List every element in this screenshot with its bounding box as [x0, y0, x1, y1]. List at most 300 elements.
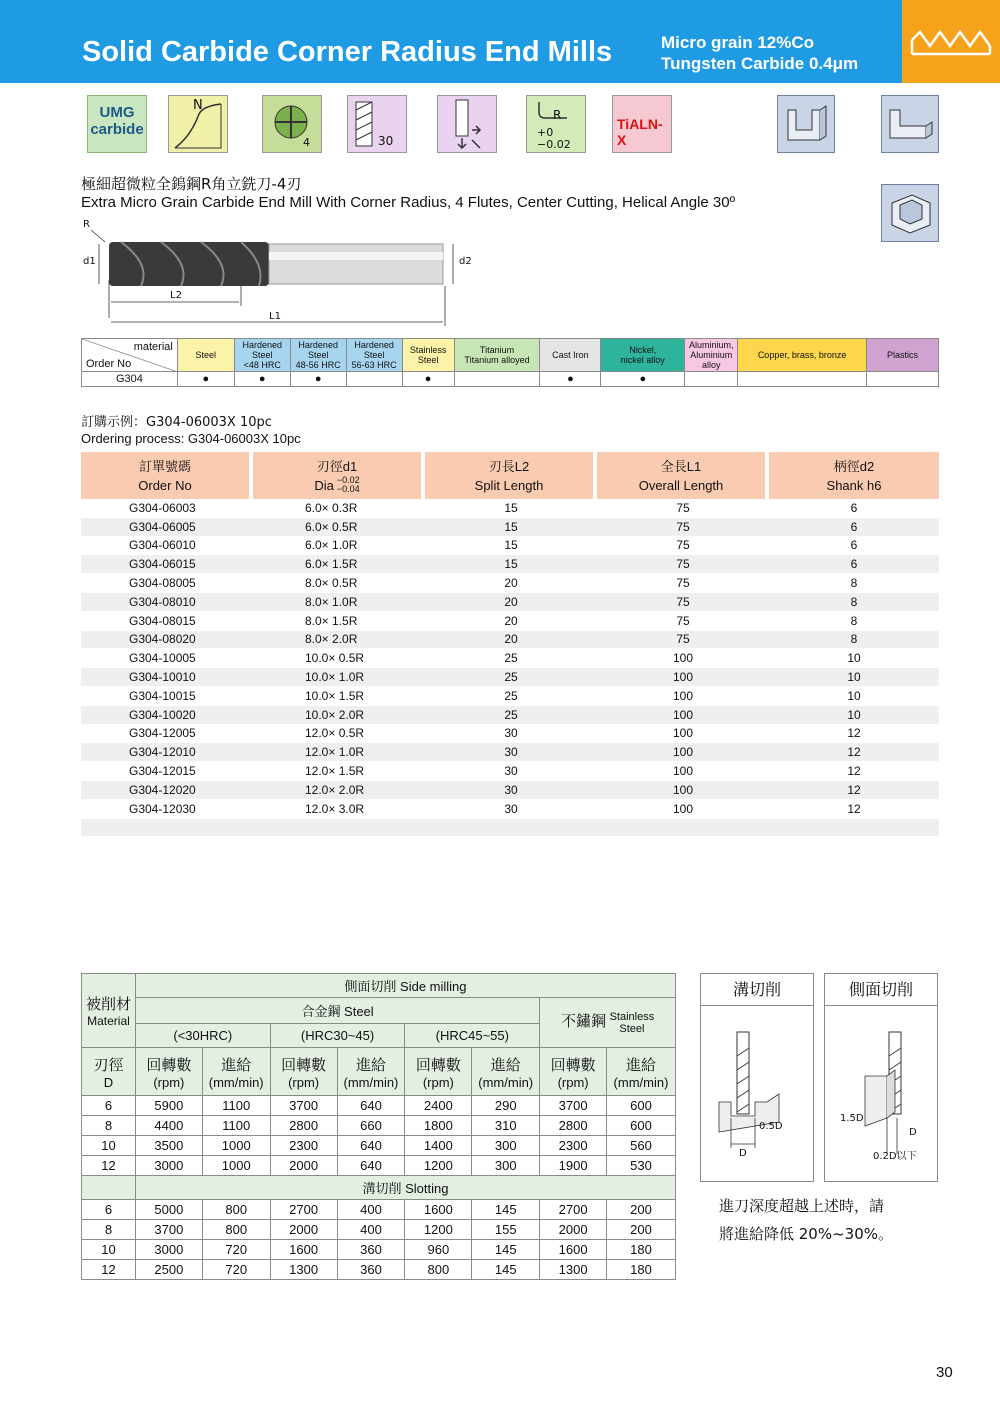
material-mark-cell	[346, 372, 402, 387]
drawing-label-d2: d2	[459, 256, 472, 267]
table-cell: 8.0× 0.5R	[253, 574, 425, 593]
table-cell: 25	[425, 706, 597, 725]
table-row	[81, 555, 939, 574]
table-cell: 100	[597, 668, 769, 687]
table-cell: G304-10015	[81, 687, 253, 706]
material-col-label: Cast Iron	[552, 350, 589, 360]
table-cell: G304-12030	[81, 800, 253, 819]
table-cell: G304-10005	[81, 649, 253, 668]
table-cell: 5900	[135, 1096, 202, 1116]
material-suitability-table	[81, 338, 939, 387]
table-cell: 530	[607, 1156, 676, 1176]
step-application-icon	[881, 95, 939, 153]
table-cell: 15	[425, 518, 597, 537]
table-cell: 12.0× 2.0R	[253, 781, 425, 800]
table-cell: 8.0× 1.0R	[253, 593, 425, 612]
table-cell: 15	[425, 555, 597, 574]
product-title-zh: 極細超微粒全鎢鋼R角立銑刀-4刃	[81, 175, 302, 193]
table-cell: 20	[425, 612, 597, 631]
table-cell: 1000	[202, 1136, 270, 1156]
rpm-header: 回轉數 (rpm)	[405, 1048, 472, 1096]
table-cell: 12	[769, 781, 939, 800]
table-cell: 6.0× 0.5R	[253, 518, 425, 537]
table-cell: 1200	[405, 1220, 472, 1240]
four-flute-icon	[262, 95, 322, 153]
table-cell: 20	[425, 593, 597, 612]
table-cell: 1600	[540, 1240, 607, 1260]
table-cell: 640	[337, 1156, 405, 1176]
rpm-header: 回轉數 (rpm)	[270, 1048, 337, 1096]
slot-d-label: D	[739, 1148, 747, 1159]
table-cell: 600	[607, 1096, 676, 1116]
table-cell: 1000	[202, 1156, 270, 1176]
table-cell: 8.0× 1.5R	[253, 612, 425, 631]
table-cell: 2700	[270, 1200, 337, 1220]
table-cell: G304-08015	[81, 612, 253, 631]
material-col-label: Steel	[363, 350, 385, 360]
table-cell: 100	[597, 687, 769, 706]
material-col-header	[685, 339, 738, 372]
table-cell: 640	[337, 1136, 405, 1156]
material-col-label: Aluminium	[690, 350, 733, 360]
table-cell: 6	[769, 537, 939, 556]
header-split-length: 刃長L2 Split Length	[425, 452, 597, 499]
table-row	[81, 518, 939, 537]
table-cell: 300	[472, 1136, 540, 1156]
material-col-header	[290, 339, 346, 372]
center-cutting-icon	[437, 95, 497, 153]
material-col-header	[346, 339, 402, 372]
table-cell: 800	[405, 1260, 472, 1280]
material-col-label: Steel	[307, 350, 329, 360]
table-cell: 12	[82, 1260, 136, 1280]
table-cell: 6	[769, 518, 939, 537]
table-cell: 1200	[405, 1156, 472, 1176]
table-cell: 100	[597, 800, 769, 819]
table-cell: 3700	[270, 1096, 337, 1116]
header-overall-length: 全長L1 Overall Length	[597, 452, 769, 499]
table-cell: 1300	[270, 1260, 337, 1280]
material-header-label: material	[133, 341, 173, 353]
table-cell: 2300	[540, 1136, 607, 1156]
table-cell: 10	[769, 687, 939, 706]
product-table	[81, 452, 939, 837]
diameter-header: 刃徑 D	[82, 1048, 136, 1096]
table-cell: 12	[769, 743, 939, 762]
table-row	[82, 1096, 676, 1116]
end-mill-logo-icon	[902, 0, 1000, 83]
table-cell: G304-10020	[81, 706, 253, 725]
material-col-label: Plastics	[886, 350, 918, 360]
table-cell: 75	[597, 574, 769, 593]
order-no-header-label: Order No	[86, 358, 132, 370]
table-row	[81, 593, 939, 612]
material-col-label: Titanium alloyed	[464, 355, 530, 365]
table-cell: 360	[337, 1260, 405, 1280]
material-col-label: 48-56 HRC	[295, 360, 341, 370]
table-cell: 720	[202, 1260, 270, 1280]
table-cell: 30	[425, 781, 597, 800]
page-title: Solid Carbide Corner Radius End Mills	[82, 36, 613, 68]
table-row	[82, 1116, 676, 1136]
radius-label: R	[553, 108, 562, 122]
side-depth-label: 0.2D以下	[873, 1151, 917, 1162]
material-col-header	[738, 339, 867, 372]
material-col-label: <48 HRC	[243, 360, 281, 370]
table-cell: 8	[769, 593, 939, 612]
slotting-illustration	[701, 1006, 813, 1176]
rpm-header: 回轉數 (rpm)	[135, 1048, 202, 1096]
table-cell: 6	[769, 499, 939, 518]
table-cell: 20	[425, 631, 597, 650]
drawing-label-l2: L2	[170, 290, 182, 301]
table-cell: 100	[597, 762, 769, 781]
brand-logo	[902, 0, 1000, 83]
product-title-en: Extra Micro Grain Carbide End Mill With Corner Radius, 4 Flutes, Center Cutting, Helical Angle 30º	[81, 194, 736, 211]
umg-label: UMG	[99, 104, 135, 121]
table-cell: 25	[425, 668, 597, 687]
material-col-label: Nickel,	[629, 345, 657, 355]
material-mark-cell: ●	[234, 372, 290, 387]
feed-header: 進給 (mm/min)	[607, 1048, 676, 1096]
table-cell: 75	[597, 631, 769, 650]
table-cell: 600	[607, 1116, 676, 1136]
table-row	[81, 574, 939, 593]
table-cell: 290	[472, 1096, 540, 1116]
table-row	[81, 743, 939, 762]
table-cell: 200	[607, 1200, 676, 1220]
table-cell: 75	[597, 518, 769, 537]
table-row	[82, 1260, 676, 1280]
header-subtitle-line1: Micro grain 12%Co	[661, 33, 815, 52]
table-cell: 10	[82, 1136, 136, 1156]
material-header: 被削材 Material	[82, 974, 136, 1048]
table-cell: 12.0× 1.0R	[253, 743, 425, 762]
header-subtitle-line2: Tungsten Carbide 0.4μm	[661, 54, 859, 73]
drawing-label-l1: L1	[269, 311, 281, 322]
slotting-header: 溝切削 Slotting	[135, 1176, 675, 1200]
table-row	[81, 762, 939, 781]
table-cell: 8	[769, 631, 939, 650]
table-cell: 145	[472, 1200, 540, 1220]
table-cell: 10.0× 1.5R	[253, 687, 425, 706]
table-cell: 100	[597, 725, 769, 744]
tool-drawing	[81, 218, 481, 330]
material-mark-cell	[738, 372, 867, 387]
side-milling-header: 側面切削 Side milling	[135, 974, 675, 998]
ordering-example-zh: 訂購示例：G304-06003X 10pc	[81, 415, 272, 430]
table-cell: 3700	[135, 1220, 202, 1240]
material-col-label: Steel	[195, 350, 217, 360]
table-cell: 10	[82, 1240, 136, 1260]
table-cell: 12	[769, 800, 939, 819]
helix-angle-value: 30	[378, 134, 394, 148]
page-header	[0, 0, 1000, 83]
table-cell: 20	[425, 574, 597, 593]
table-cell: 3700	[540, 1096, 607, 1116]
feed-header: 進給 (mm/min)	[202, 1048, 270, 1096]
table-cell: 660	[337, 1116, 405, 1136]
table-cell: 2800	[270, 1116, 337, 1136]
feed-header: 進給 (mm/min)	[337, 1048, 405, 1096]
table-cell: 10.0× 1.0R	[253, 668, 425, 687]
material-col-label: Stainless	[409, 345, 447, 355]
coating-label: TiALN-X	[617, 116, 663, 148]
table-row	[81, 725, 939, 744]
table-cell: 400	[337, 1220, 405, 1240]
header-shank: 柄徑d2 Shank h6	[769, 452, 939, 499]
material-col-header	[454, 339, 540, 372]
table-cell: 2000	[540, 1220, 607, 1240]
side-milling-diagram	[824, 973, 938, 1182]
table-cell: 1900	[540, 1156, 607, 1176]
table-cell: 560	[607, 1136, 676, 1156]
table-cell: G304-06003	[81, 499, 253, 518]
material-col-label: Copper, brass, bronze	[757, 350, 847, 360]
table-cell: 8.0× 2.0R	[253, 631, 425, 650]
table-cell: 100	[597, 649, 769, 668]
table-cell: 12	[769, 725, 939, 744]
table-cell: 2400	[405, 1096, 472, 1116]
material-col-label: alloy	[701, 360, 721, 370]
table-cell: 100	[597, 743, 769, 762]
material-col-header	[234, 339, 290, 372]
header-order-no: 訂單號碼 Order No	[81, 452, 253, 499]
table-cell: 1600	[405, 1200, 472, 1220]
material-col-label: Hardened	[298, 340, 338, 350]
table-cell: 145	[472, 1260, 540, 1280]
table-cell: 30	[425, 743, 597, 762]
table-filler-row	[81, 819, 939, 837]
page-number: 30	[936, 1364, 953, 1381]
material-n-icon	[168, 95, 228, 153]
hrc-range-2: (HRC30~45)	[270, 1024, 405, 1048]
table-row	[81, 649, 939, 668]
slotting-diagram-title: 溝切削	[701, 974, 813, 1006]
table-cell: 720	[202, 1240, 270, 1260]
table-row	[82, 1220, 676, 1240]
table-row	[81, 631, 939, 650]
material-mark-cell: ●	[290, 372, 346, 387]
table-cell: 310	[472, 1116, 540, 1136]
table-cell: 1800	[405, 1116, 472, 1136]
flute-count: 4	[303, 136, 310, 149]
table-cell: 1100	[202, 1096, 270, 1116]
table-cell: 5000	[135, 1200, 202, 1220]
table-cell: G304-08020	[81, 631, 253, 650]
table-cell: 12	[769, 762, 939, 781]
material-mark-cell: ●	[177, 372, 234, 387]
table-cell: 8	[769, 574, 939, 593]
material-col-label: Steel	[417, 355, 439, 365]
material-mark-cell: ●	[601, 372, 685, 387]
material-mark-cell	[866, 372, 938, 387]
table-cell: 75	[597, 537, 769, 556]
table-row	[81, 612, 939, 631]
cutting-conditions-table	[81, 973, 676, 1280]
table-cell: G304-12010	[81, 743, 253, 762]
table-cell: 3500	[135, 1136, 202, 1156]
header-subtitle	[661, 32, 858, 74]
table-cell: 10.0× 2.0R	[253, 706, 425, 725]
table-cell: 4400	[135, 1116, 202, 1136]
table-cell: 6	[82, 1096, 136, 1116]
n-label: N	[193, 98, 203, 113]
slot-depth-label: 0.5D	[759, 1121, 783, 1132]
material-col-header	[177, 339, 234, 372]
table-cell: 75	[597, 499, 769, 518]
table-cell: 3000	[135, 1240, 202, 1260]
ordering-example-en: Ordering process: G304-06003X 10pc	[81, 431, 301, 446]
material-mark-cell	[454, 372, 540, 387]
note-line-2: 將進給降低 20%~30%。	[719, 1225, 894, 1243]
table-row	[81, 800, 939, 819]
steel-header: 合金鋼 Steel	[135, 998, 539, 1024]
table-cell: 400	[337, 1200, 405, 1220]
table-cell: 640	[337, 1096, 405, 1116]
side-height-label: 1.5D	[840, 1113, 864, 1124]
table-row	[82, 1200, 676, 1220]
hrc-range-1: (<30HRC)	[135, 1024, 270, 1048]
table-cell: 12.0× 0.5R	[253, 725, 425, 744]
table-cell: G304-08010	[81, 593, 253, 612]
table-cell: G304-10010	[81, 668, 253, 687]
table-row	[82, 1240, 676, 1260]
material-col-label: nickel alloy	[620, 355, 665, 365]
table-cell: 960	[405, 1240, 472, 1260]
table-cell: 8	[769, 612, 939, 631]
table-cell: 30	[425, 725, 597, 744]
table-cell: G304-06005	[81, 518, 253, 537]
table-cell: 155	[472, 1220, 540, 1240]
table-cell: G304-06015	[81, 555, 253, 574]
side-milling-diagram-title: 側面切削	[825, 974, 937, 1006]
dia-tolerance-bottom: −0.04	[336, 484, 360, 494]
table-cell: 15	[425, 499, 597, 518]
table-row	[81, 537, 939, 556]
material-col-header	[540, 339, 601, 372]
table-cell: 10	[769, 706, 939, 725]
table-cell: 1600	[270, 1240, 337, 1260]
feed-header: 進給 (mm/min)	[472, 1048, 540, 1096]
material-mark-cell: ●	[402, 372, 454, 387]
table-cell: 1400	[405, 1136, 472, 1156]
slotting-diagram	[700, 973, 814, 1182]
drawing-label-r: R	[83, 219, 90, 230]
radius-tolerance-minus: −0.02	[537, 138, 571, 151]
material-mark-cell	[685, 372, 738, 387]
drawing-label-d1: d1	[83, 256, 96, 267]
table-row	[82, 1136, 676, 1156]
corner-radius-icon	[526, 95, 586, 153]
hrc-range-3: (HRC45~55)	[405, 1024, 540, 1048]
table-cell: 25	[425, 687, 597, 706]
table-cell: 12	[82, 1156, 136, 1176]
header-dia: 刃徑d1 Dia −0.02 −0.04	[253, 452, 425, 499]
table-cell: 100	[597, 781, 769, 800]
table-cell: 360	[337, 1240, 405, 1260]
table-cell: 75	[597, 593, 769, 612]
table-cell: 2500	[135, 1260, 202, 1280]
stainless-header: 不鏽鋼 Stainless Steel	[540, 998, 676, 1048]
slotting-application-icon	[777, 95, 835, 153]
table-row	[81, 499, 939, 518]
material-col-label: 56-63 HRC	[351, 360, 397, 370]
table-cell: 180	[607, 1260, 676, 1280]
material-col-label: Hardened	[242, 340, 282, 350]
table-cell: 200	[607, 1220, 676, 1240]
table-cell: 30	[425, 762, 597, 781]
material-col-header	[402, 339, 454, 372]
rpm-header: 回轉數 (rpm)	[540, 1048, 607, 1096]
umg-carbide-icon	[87, 95, 147, 153]
table-cell: G304-12015	[81, 762, 253, 781]
table-cell: G304-06010	[81, 537, 253, 556]
side-d-label: D	[909, 1127, 917, 1138]
table-cell: G304-08005	[81, 574, 253, 593]
table-cell: 75	[597, 555, 769, 574]
table-row	[81, 706, 939, 725]
table-cell: 6	[82, 1200, 136, 1220]
table-cell: 75	[597, 612, 769, 631]
dia-tolerance-top: −0.02	[336, 475, 360, 485]
table-cell: G304-12020	[81, 781, 253, 800]
table-cell: 145	[472, 1240, 540, 1260]
pocket-application-icon	[881, 184, 939, 242]
material-col-header	[601, 339, 685, 372]
table-cell: G304-12005	[81, 725, 253, 744]
table-row	[81, 687, 939, 706]
table-cell: 1100	[202, 1116, 270, 1136]
table-cell: 100	[597, 706, 769, 725]
feed-reduction-note	[719, 1192, 893, 1248]
table-cell: 10	[769, 668, 939, 687]
note-line-1: 進刀深度超越上述時，請	[719, 1197, 885, 1215]
table-cell: 3000	[135, 1156, 202, 1176]
material-col-label: Aluminium,	[688, 340, 734, 350]
coating-icon	[612, 95, 672, 153]
material-col-label: Hardened	[354, 340, 394, 350]
table-cell: 800	[202, 1200, 270, 1220]
table-cell: 6.0× 0.3R	[253, 499, 425, 518]
table-cell: 10.0× 0.5R	[253, 649, 425, 668]
material-col-label: Steel	[251, 350, 273, 360]
table-row	[81, 781, 939, 800]
table-cell: 8	[82, 1220, 136, 1240]
table-cell: 25	[425, 649, 597, 668]
table-cell: 1300	[540, 1260, 607, 1280]
table-cell: 180	[607, 1240, 676, 1260]
table-cell: 8	[82, 1116, 136, 1136]
table-cell: 12.0× 3.0R	[253, 800, 425, 819]
helix-angle-icon	[347, 95, 407, 153]
table-row	[81, 668, 939, 687]
table-row	[82, 1156, 676, 1176]
table-cell: 2000	[270, 1156, 337, 1176]
table-cell: 6.0× 1.5R	[253, 555, 425, 574]
table-cell: 12.0× 1.5R	[253, 762, 425, 781]
table-cell: 800	[202, 1220, 270, 1240]
material-corner-cell	[82, 339, 178, 372]
table-cell: 2800	[540, 1116, 607, 1136]
table-cell: 300	[472, 1156, 540, 1176]
material-row-label: G304	[82, 372, 178, 387]
material-col-label: Titanium	[479, 345, 515, 355]
table-cell: 6.0× 1.0R	[253, 537, 425, 556]
table-cell: 2000	[270, 1220, 337, 1240]
radius-tolerance-plus: +0	[537, 126, 554, 139]
table-cell: 30	[425, 800, 597, 819]
